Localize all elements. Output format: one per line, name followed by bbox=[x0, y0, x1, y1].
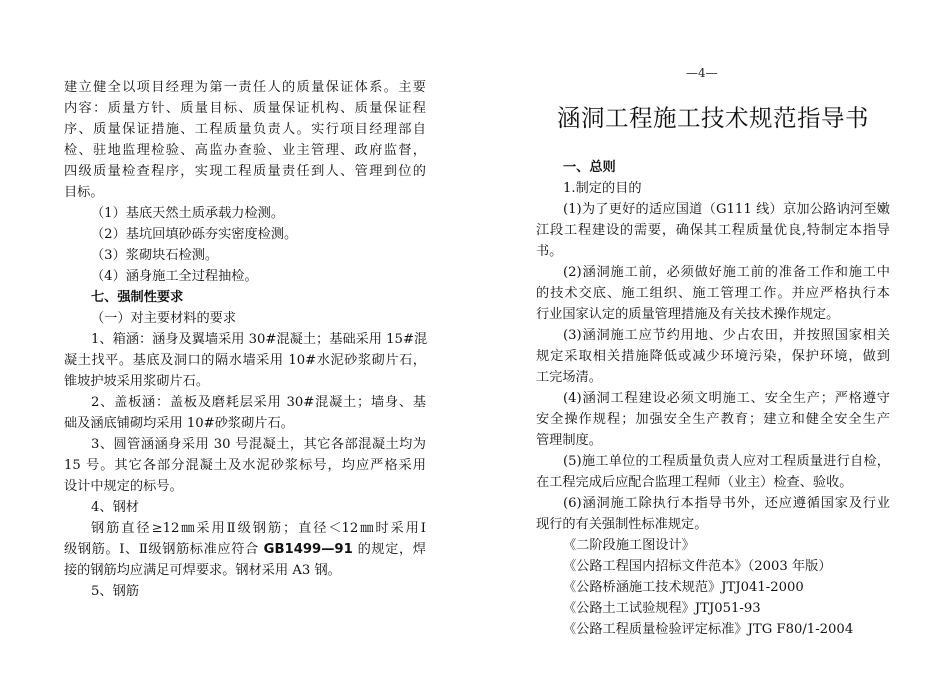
intro-line-5: 四级质量检查程序，实现工程质量责任到人、管理到位的 bbox=[64, 164, 426, 179]
reference-2: 《公路工程国内招标文件范本》（2003 年版） bbox=[563, 559, 832, 574]
intro-line-3: 序、质量保证措施、工程质量负责人。实行项目经理部自 bbox=[64, 122, 426, 137]
item4-line-1: 钢筋直径≥12㎜采用Ⅱ级钢筋；直径＜12㎜时采用Ⅰ bbox=[91, 521, 426, 536]
para3-line-3: 工完场清。 bbox=[536, 370, 602, 385]
standard-code: GB1499—91 bbox=[263, 542, 353, 557]
reference-4: 《公路土工试验规程》JTJ051-93 bbox=[563, 601, 761, 616]
item4-line-2-pre: 级钢筋。Ⅰ、Ⅱ级钢筋标准应符合 bbox=[64, 542, 264, 557]
item3-line-3: 设计中规定的标号。 bbox=[64, 479, 183, 494]
para6-line-2: 现行的有关强制性标准规定。 bbox=[536, 517, 708, 532]
check-item-2: （2）基坑回填砂砾夯实密度检测。 bbox=[91, 227, 298, 242]
item3-line-2: 15 号。其它各部分混凝土及水泥砂浆标号，均应严格采用 bbox=[64, 458, 426, 473]
para5-line-2: 在工程完成后应配合监理工程师（业主）检查、验收。 bbox=[536, 475, 853, 490]
para1-line-2: 江段工程建设的需要，确保其工程质量优良,特制定本指导 bbox=[536, 223, 890, 238]
item1-line-1: 1、箱涵：涵身及翼墙采用 30#混凝土；基础采用 15#混 bbox=[91, 332, 428, 347]
para1-line-1: (1)为了更好的适应国道（G111 线）京加公路讷河至嫩 bbox=[563, 202, 890, 217]
item2-line-2: 础及涵底铺砌均采用 10#砂浆砌片石。 bbox=[64, 416, 294, 431]
para5-line-1: (5)施工单位的工程质量负责人应对工程质量进行自检， bbox=[563, 454, 890, 469]
para1-line-3: 书。 bbox=[536, 244, 563, 259]
para6-line-1: (6)涵洞施工除执行本指导书外，还应遵循国家及行业 bbox=[563, 496, 890, 511]
para2-line-3: 行业国家认定的质量管理措施及有关技术操作规定。 bbox=[536, 307, 840, 322]
para2-line-2: 的技术交底、施工组织、施工管理工作。并应严格执行本 bbox=[536, 286, 890, 301]
sub-heading-purpose: 1.制定的目的 bbox=[563, 181, 642, 196]
item4-line-2 bbox=[64, 542, 426, 558]
item4-heading: 4、钢材 bbox=[91, 500, 139, 515]
item4-line-2-post: 的规定，焊 bbox=[352, 542, 426, 557]
section-heading-mandatory: 七、强制性要求 bbox=[91, 290, 184, 305]
item3-line-1: 3、圆管涵涵身采用 30 号混凝土，其它各部混凝土均为 bbox=[91, 437, 426, 452]
para3-line-1: (3)涵洞施工应节约用地、少占农田，并按照国家相关 bbox=[563, 328, 890, 343]
document-title: 涵洞工程施工技术规范指导书 bbox=[557, 104, 869, 132]
check-item-4: （4）涵身施工全过程抽检。 bbox=[91, 269, 258, 284]
section-heading-general: 一、总则 bbox=[563, 160, 616, 175]
page-number: —4— bbox=[686, 66, 718, 80]
para4-line-3: 管理制度。 bbox=[536, 433, 602, 448]
item5-heading: 5、钢筋 bbox=[91, 584, 139, 599]
intro-line-6: 目标。 bbox=[64, 185, 104, 200]
subheading-materials: （一）对主要材料的要求 bbox=[91, 311, 237, 326]
intro-line-1: 建立健全以项目经理为第一责任人的质量保证体系。主要 bbox=[64, 80, 426, 95]
para4-line-2: 安全操作规程；加强安全生产教育；建立和健全安全生产 bbox=[536, 412, 890, 427]
item4-line-3: 接的钢筋均应满足可焊要求。钢材采用 A3 钢。 bbox=[64, 563, 341, 578]
para2-line-1: (2)涵洞施工前，必须做好施工前的准备工作和施工中 bbox=[563, 265, 890, 280]
check-item-3: （3）浆砌块石检测。 bbox=[91, 248, 219, 263]
reference-1: 《二阶段施工图设计》 bbox=[563, 538, 695, 553]
reference-5: 《公路工程质量检验评定标准》JTG F80/1-2004 bbox=[563, 622, 854, 637]
item1-line-2: 凝土找平。基底及洞口的隔水墙采用 10#水泥砂浆砌片石， bbox=[64, 353, 426, 368]
intro-line-2: 内容：质量方针、质量目标、质量保证机构、质量保证程 bbox=[64, 101, 426, 116]
para4-line-1: (4)涵洞工程建设必须文明施工、安全生产；严格遵守 bbox=[563, 391, 890, 406]
item1-line-3: 锥坡护坡采用浆砌片石。 bbox=[64, 374, 210, 389]
check-item-1: （1）基底天然土质承载力检测。 bbox=[91, 206, 285, 221]
reference-3: 《公路桥涵施工技术规范》JTJ041-2000 bbox=[563, 580, 804, 595]
item2-line-1: 2、盖板涵：盖板及磨耗层采用 30#混凝土；墙身、基 bbox=[91, 395, 426, 410]
para3-line-2: 规定采取相关措施降低或减少环境污染，保护环境，做到 bbox=[536, 349, 890, 364]
intro-line-4: 检、驻地监理检验、高监办查验、业主管理、政府监督， bbox=[64, 143, 426, 158]
